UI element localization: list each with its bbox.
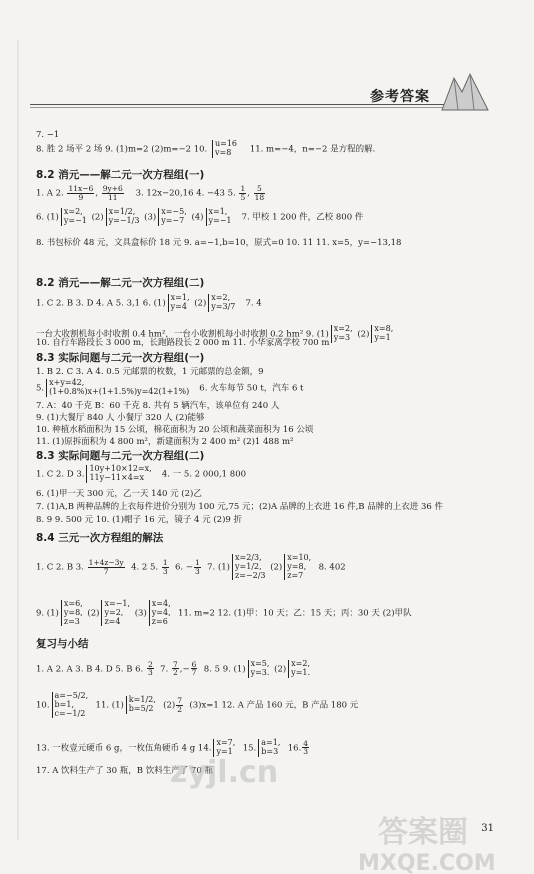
margin-decoration: [14, 40, 22, 840]
equation-system: x=2, y=−1: [61, 208, 87, 226]
section-heading: 8.3 实际问题与二元一次方程组(一): [36, 352, 205, 364]
answer-line: 10. 种植水稻面积为 15 公顷，棉花面积为 20 公顷和蔬菜面积为 16 公顷: [36, 425, 314, 435]
page-number: 31: [481, 823, 494, 834]
answer-line: 10. 自行车路段长 3 000 m，长跑路段长 2 000 m 11. 小华家离学校 700 m: [36, 338, 330, 348]
equation-system: x=2, y=3: [331, 325, 353, 343]
answer-line: 17. A 饮料生产了 30 瓶，B 饮料生产了 70 瓶: [36, 766, 213, 776]
fraction: $\frac{1}{3}$: [162, 558, 168, 576]
answer-line: 9. (1)大餐厅 840 人 小餐厅 320 人 (2)能够: [36, 413, 205, 423]
answer-line: 1. B 2. C 3. A 4. 0.5 元邮票的枚数，1 元邮票的总金额，9: [36, 367, 264, 377]
watermark-text: zyjl.cn: [170, 755, 279, 790]
equation-system: a=−5/2, b=1, c=−1/2: [52, 692, 89, 718]
equation-system: x=1, y=4: [168, 294, 190, 312]
fraction: $\frac{7}{2}$: [177, 696, 182, 714]
equation-system: x=1, y=−1: [206, 208, 232, 226]
answer-line: 1. A 2. $\frac{11x-6}{9}$ , $\frac{9y+6}{11}$ 3. 12x−20,16 4. −43 5. $\frac{1}{5}$ , $\frac{5}{18}$: [36, 184, 265, 202]
answer-line: 8. 9 9. 500 元 10. (1)帽子 16 元，镜子 4 元 (2)9 折: [36, 515, 243, 525]
page-header: [30, 78, 490, 118]
answer-line: 9. (1)x=6, y=8, z=3 (2)x=−1, y=2, z=4 (3)x=4, y=4, z=6 11. m=2 12. (1)甲：10 天；乙：15 天；丙：30 天 (2)甲队: [36, 599, 412, 626]
answer-line: 1. C 2. B 3. $\frac{1+4z-3y}{7}$ 4. 2 5. $\frac{1}{3}$ 6. − $\frac{1}{3}$ 7. (1)x=2/3, y=1/2, z=−2/3 (2)x=10, y=8, z=7 8. 402: [36, 553, 346, 580]
equation-system: a=1, b=3: [258, 739, 280, 757]
watermark-site: MXQE.COM: [358, 851, 496, 874]
equation-system: x=5, y=3.: [248, 660, 270, 678]
equation-system: x=8, y=1: [371, 325, 393, 343]
header-rule-secondary: [30, 107, 480, 108]
answer-line: 一台大收割机每小时收割 0.4 hm²，一台小收割机每小时收割 0.2 hm² 9. (1)x=2, y=3 (2)x=8, y=1: [36, 324, 394, 342]
answer-line: 1. C 2. B 3. D 4. A 5. 3,1 6. (1)x=1, y=4 (2)x=2, y=3/7 7. 4: [36, 293, 262, 311]
fraction: $\frac{7}{2}$: [172, 659, 178, 678]
header-title: 参考答案: [370, 89, 430, 105]
fraction: $\frac{5}{18}$: [254, 184, 265, 202]
section-heading: 复习与小结: [36, 638, 89, 650]
answer-text: 11. m=−4，n=−2 是方程的解.: [249, 144, 376, 155]
section-heading: 8.3 实际问题与二元一次方程组(二): [36, 450, 205, 462]
equation-system: 10y+10×12=x, 11y−11×4=x: [86, 465, 151, 483]
section-heading: 8.4 三元一次方程组的解法: [36, 532, 164, 544]
equation-system: x=4, y=4, z=6: [149, 600, 171, 626]
equation-system: x=2, y=3/7: [208, 294, 235, 312]
fraction: $\frac{9y+6}{11}$: [102, 184, 123, 202]
answer-line: 7. A：40 千克 B：60 千克 8. 共有 5 辆汽车，该单位有 240 人: [36, 401, 280, 411]
equation-system: x=6, y=8, z=3: [61, 600, 83, 626]
answer-line: 7. (1)A,B 两种品牌的上衣每件进价分别为 100 元,75 元；(2)A 品牌的上衣进 16 件,B 品牌的上衣进 36 件: [36, 502, 443, 512]
answer-line: [36, 140, 375, 158]
answer-line: 6. (1)x=2, y=−1 (2)x=1/2, y=−1/3 (3)x=−5, y=−7 (4)x=1, y=−1 7. 甲校 1 200 件，乙校 800 件: [36, 207, 364, 225]
equation-system: x=2/3, y=1/2, z=−2/3: [232, 554, 266, 580]
fraction: $\frac{1+4z-3y}{7}$: [88, 558, 124, 576]
equation-system: x+y=42, (1+0.8%)x+(1+1.5%)y=42(1+1%): [46, 379, 189, 397]
answer-line: 11. (1)原拆面积为 4 800 m²，新建面积为 2 400 m² (2)1 488 m²: [36, 437, 294, 447]
answer-line: 10.a=−5/2, b=1, c=−1/2 11. (1)k=1/2, b=5/2 (2) $\frac{7}{2}$ (3)x=1 12. A 产品 160 元，B 产品 180 元: [36, 691, 359, 718]
fraction: $\frac{6}{7}$: [191, 659, 197, 678]
equation-system: u=16 v=8: [212, 140, 237, 158]
watermark-brand: 答案圈: [378, 815, 468, 850]
section-heading: 8.2 消元——解二元一次方程组(二): [36, 277, 205, 289]
answer-text: 8. 胜 2 场平 2 场 9. (1)m=2 (2)m=−2 10.: [36, 144, 208, 155]
equation-system: x=1/2, y=−1/3: [106, 208, 140, 226]
answer-line: 6. (1)甲一天 300 元，乙一天 140 元 (2)乙: [36, 489, 202, 499]
answer-line: 1. A 2. A 3. B 4. D 5. B 6. $\frac{2}{3}$ 7. $\frac{7}{2}$ ,− $\frac{6}{7}$ 8. 5 9. (1)x=5, y=3. (2)x=2, y=1.: [36, 659, 311, 678]
fraction: $\frac{4}{3}$: [303, 738, 309, 757]
equation-system: x=2, y=1.: [288, 660, 310, 678]
section-heading: 8.2 消元——解二元一次方程组(一): [36, 169, 205, 181]
fraction: $\frac{1}{5}$: [240, 184, 246, 202]
watermark-logo: [318, 808, 528, 874]
equation-system: k=1/2, b=5/2: [126, 696, 156, 714]
equation-system: x=10, y=8, z=7: [284, 554, 311, 580]
fraction: $\frac{1}{3}$: [194, 558, 200, 576]
fraction: $\frac{11x-6}{9}$: [68, 184, 94, 202]
fraction: $\frac{2}{3}$: [147, 659, 153, 678]
answer-line: 5.x+y=42, (1+0.8%)x+(1+1.5%)y=42(1+1%) 6. 火车每节 50 t，汽车 6 t: [36, 378, 304, 396]
equation-system: x=7, y=1: [213, 739, 235, 757]
answer-line: 13. 一枚壹元硬币 6 g，一枚伍角硬币 4 g 14.x=7, y=1 15.a=1, b=3 16. $\frac{4}{3}$: [36, 738, 309, 757]
equation-system: x=−5, y=−7: [158, 208, 187, 226]
answer-line: 1. C 2. D 3.10y+10×12=x, 11y−11×4=x 4. 一 5. 2 000,1 800: [36, 464, 247, 482]
equation-system: x=−1, y=2, z=4: [101, 600, 130, 626]
answer-text: 7. −1: [36, 130, 60, 140]
header-mountain-icon: [440, 72, 490, 112]
answer-line: 8. 书包标价 48 元，文具盒标价 18 元 9. a=−1,b=10，原式=0 10. 11 11. x=5，y=−13,18: [36, 238, 402, 248]
